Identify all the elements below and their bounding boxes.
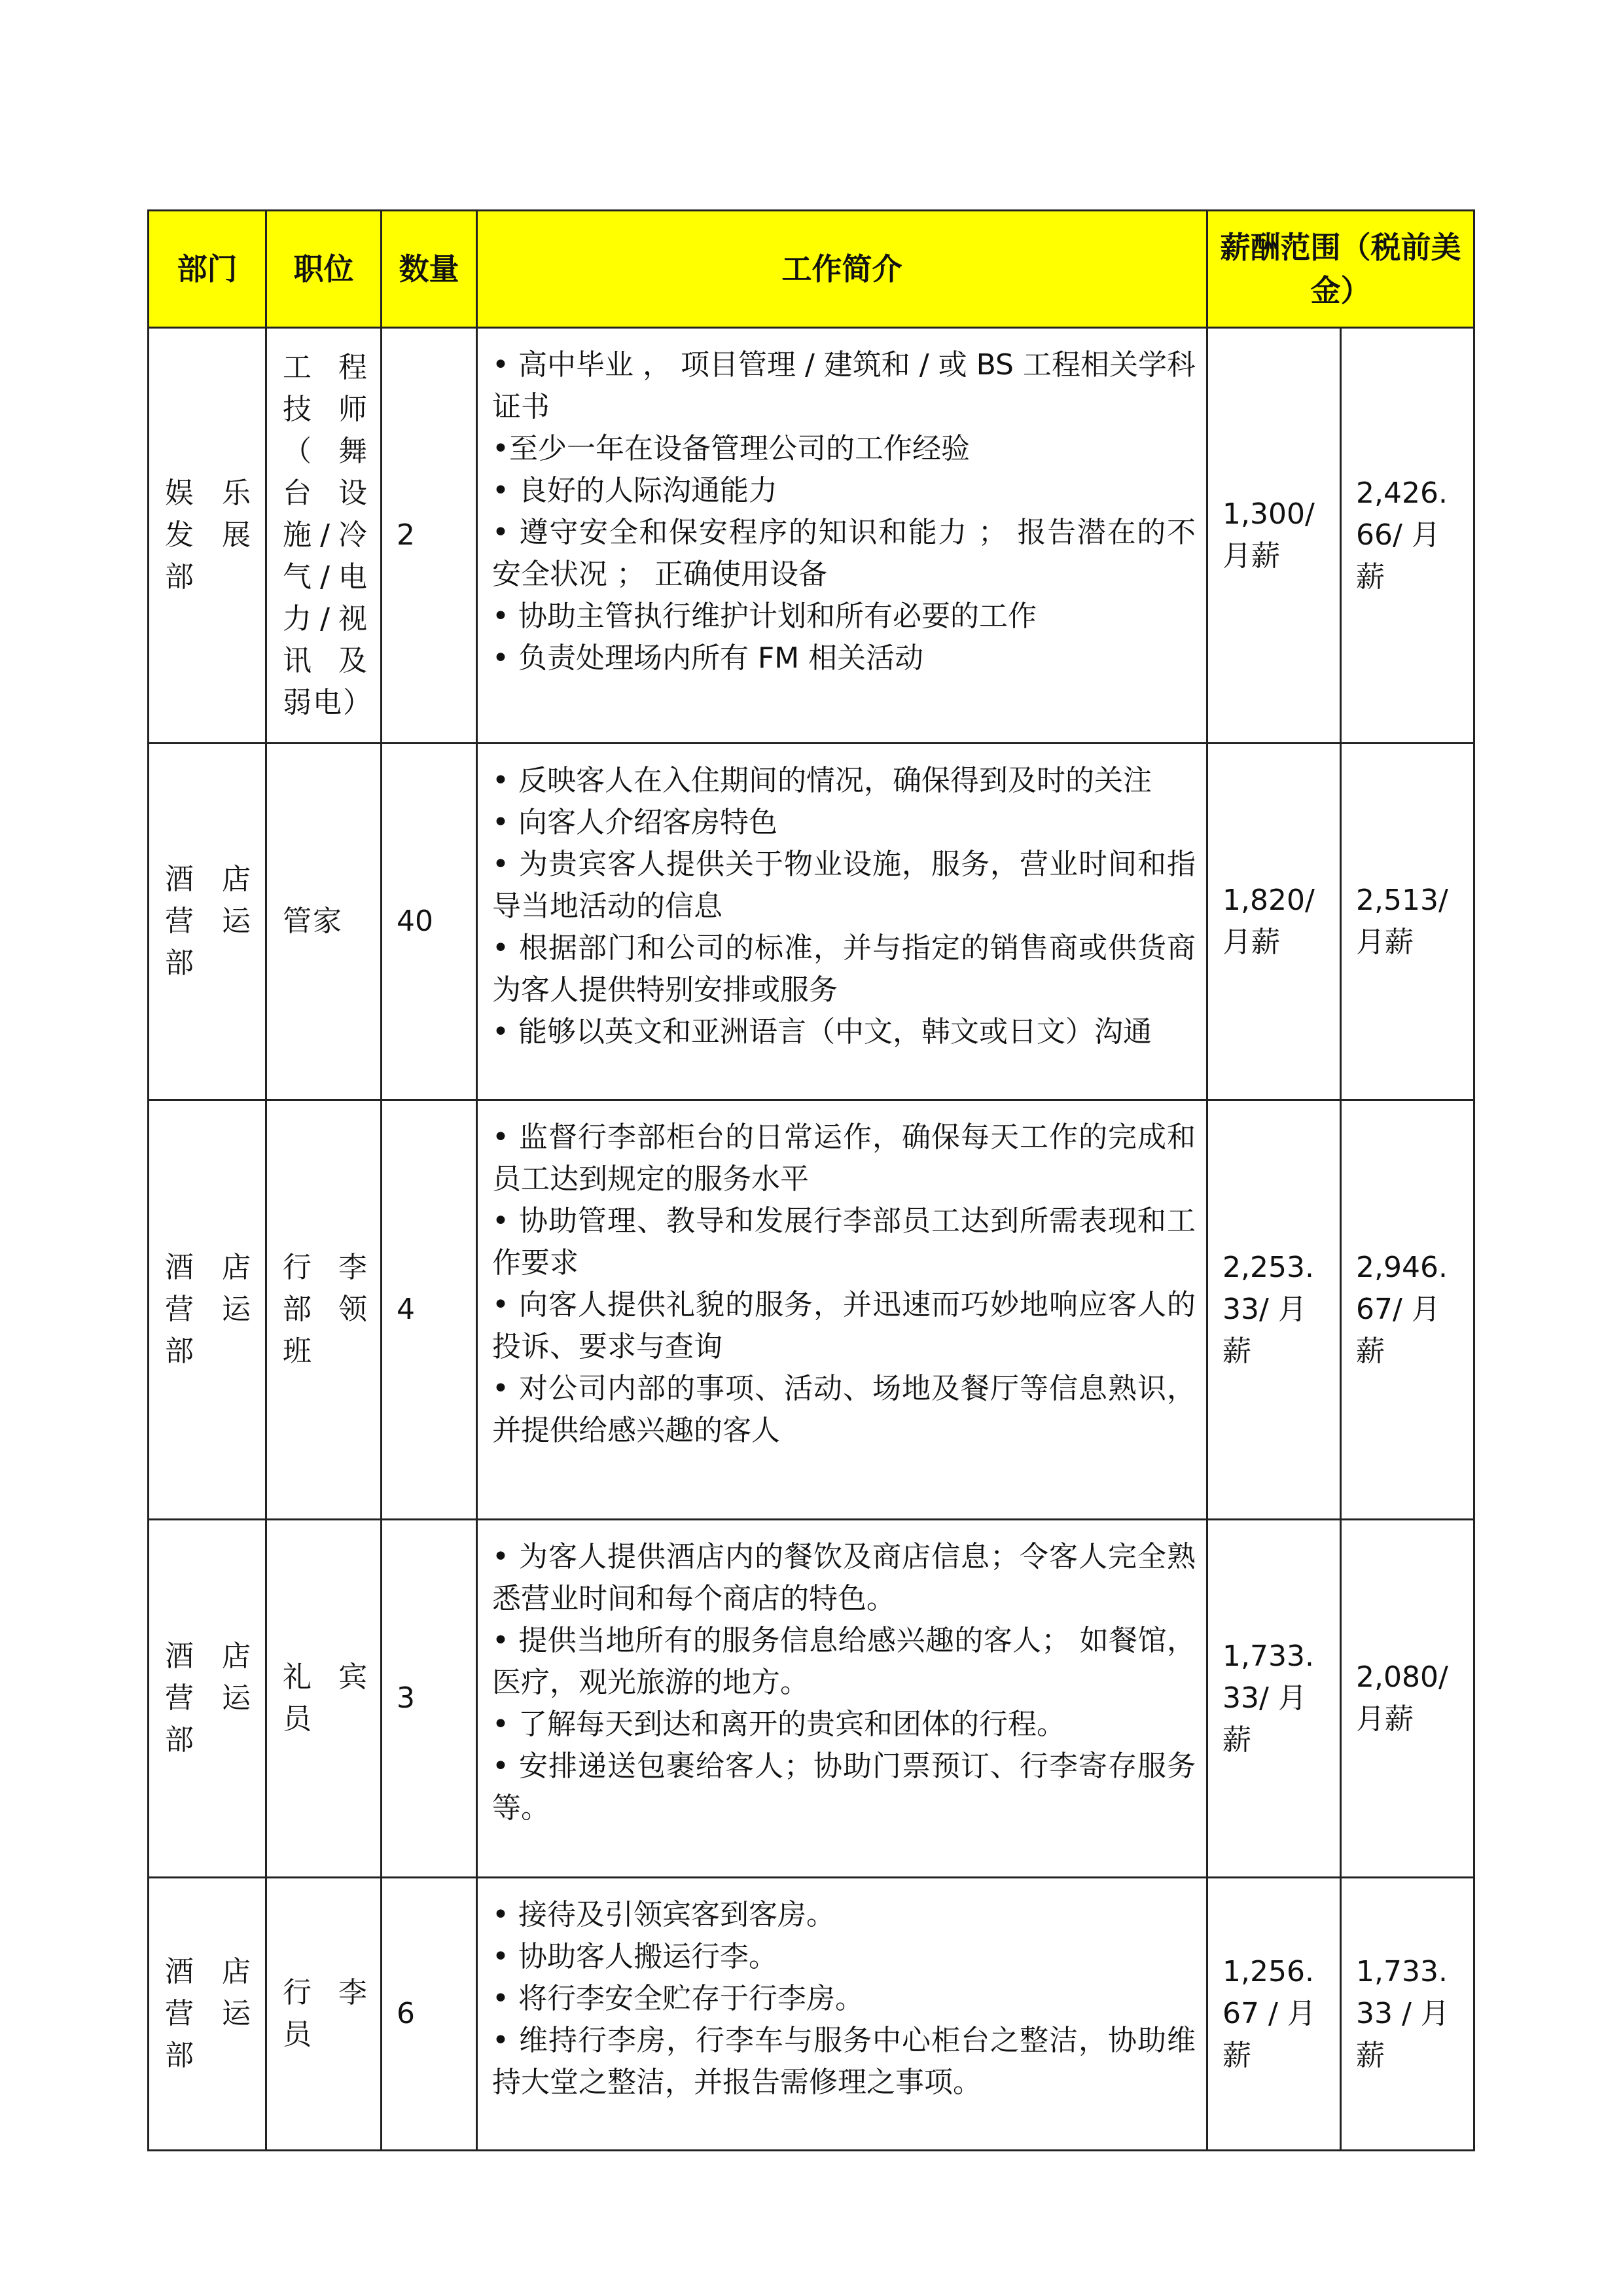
salary-max-cell: 1,733.33 / 月薪 bbox=[1341, 1878, 1474, 2151]
header-quantity: 数量 bbox=[382, 211, 477, 328]
salary-min-cell: 1,256.67 / 月薪 bbox=[1207, 1878, 1341, 2151]
description-cell bbox=[477, 1878, 1207, 2151]
table-row bbox=[149, 744, 1474, 1100]
table-header-row bbox=[149, 211, 1474, 328]
position-cell: 礼宾员 bbox=[266, 1520, 382, 1878]
salary-max-cell: 2,513/月薪 bbox=[1341, 744, 1474, 1100]
salary-min-cell: 1,733.33/ 月薪 bbox=[1207, 1520, 1341, 1878]
salary-max-cell: 2,426.66/ 月薪 bbox=[1341, 328, 1474, 744]
quantity-cell: 6 bbox=[382, 1878, 477, 2151]
quantity-cell: 2 bbox=[382, 328, 477, 744]
table-row bbox=[149, 1100, 1474, 1520]
table-row bbox=[149, 1520, 1474, 1878]
description-line: • 向客人提供礼貌的服务，并迅速而巧妙地响应客人的投诉、要求与查询 bbox=[492, 1288, 1196, 1363]
salary-min-cell: 2,253.33/ 月薪 bbox=[1207, 1100, 1341, 1520]
description-line: • 向客人介绍客房特色 bbox=[492, 806, 777, 839]
description-line: • 为贵宾客人提供关于物业设施，服务，营业时间和指导当地活动的信息 bbox=[492, 848, 1196, 923]
department-cell: 娱乐发展部 bbox=[149, 328, 266, 744]
salary-max-cell: 2,946.67/ 月薪 bbox=[1341, 1100, 1474, 1520]
description-line: • 遵守安全和保安程序的知识和能力 ； 报告潜在的不安全状况 ； 正确使用设备 bbox=[492, 516, 1196, 591]
description-line: • 维持行李房，行李车与服务中心柜台之整洁，协助维持大堂之整洁，并报告需修理之事项。 bbox=[492, 2024, 1196, 2099]
job-openings-table bbox=[147, 209, 1475, 2151]
quantity-cell: 4 bbox=[382, 1100, 477, 1520]
description-cell bbox=[477, 1520, 1207, 1878]
description-line: • 协助客人搬运行李。 bbox=[492, 1940, 777, 1973]
description-line: • 协助管理、教导和发展行李部员工达到所需表现和工作要求 bbox=[492, 1204, 1196, 1280]
description-cell bbox=[477, 1100, 1207, 1520]
department-cell: 酒店营运部 bbox=[149, 1520, 266, 1878]
description-line: • 对公司内部的事项、活动、场地及餐厅等信息熟识，并提供给感兴趣的客人 bbox=[492, 1372, 1196, 1447]
salary-min-cell: 1,300/月薪 bbox=[1207, 328, 1341, 744]
quantity-cell: 40 bbox=[382, 744, 477, 1100]
description-line: • 提供当地所有的服务信息给感兴趣的客人； 如餐馆，医疗，观光旅游的地方。 bbox=[492, 1624, 1196, 1699]
description-cell bbox=[477, 744, 1207, 1100]
description-line: •至少一年在设备管理公司的工作经验 bbox=[492, 432, 970, 465]
salary-max-cell: 2,080/月薪 bbox=[1341, 1520, 1474, 1878]
description-line: • 了解每天到达和离开的贵宾和团体的行程。 bbox=[492, 1708, 1065, 1741]
table-row bbox=[149, 328, 1474, 744]
description-line: • 接待及引领宾客到客房。 bbox=[492, 1898, 835, 1931]
description-line: • 协助主管执行维护计划和所有必要的工作 bbox=[492, 600, 1037, 633]
description-line: • 安排递送包裹给客人；协助门票预订、行李寄存服务等。 bbox=[492, 1749, 1196, 1825]
header-salary: 薪酬范围（税前美金） bbox=[1207, 211, 1474, 328]
position-cell: 管家 bbox=[266, 744, 382, 1100]
description-line: • 为客人提供酒店内的餐饮及商店信息；令客人完全熟悉营业时间和每个商店的特色。 bbox=[492, 1540, 1196, 1615]
department-cell: 酒店营运部 bbox=[149, 1100, 266, 1520]
position-cell: 工程技师（舞台设施/冷气/电力/视讯及弱电） bbox=[266, 328, 382, 744]
salary-min-cell: 1,820/月薪 bbox=[1207, 744, 1341, 1100]
header-department: 部门 bbox=[149, 211, 266, 328]
description-line: • 反映客人在入住期间的情况，确保得到及时的关注 bbox=[492, 764, 1152, 797]
header-position: 职位 bbox=[266, 211, 382, 328]
description-line: • 将行李安全贮存于行李房。 bbox=[492, 1982, 864, 2015]
description-line: • 监督行李部柜台的日常运作，确保每天工作的完成和员工达到规定的服务水平 bbox=[492, 1121, 1196, 1196]
position-cell: 行李部领班 bbox=[266, 1100, 382, 1520]
position-cell: 行李员 bbox=[266, 1878, 382, 2151]
description-line: • 良好的人际沟通能力 bbox=[492, 474, 777, 507]
description-line: • 根据部门和公司的标准，并与指定的销售商或供货商为客人提供特别安排或服务 bbox=[492, 931, 1196, 1007]
quantity-cell: 3 bbox=[382, 1520, 477, 1878]
department-cell: 酒店营运部 bbox=[149, 1878, 266, 2151]
description-cell bbox=[477, 328, 1207, 744]
description-line: • 高中毕业 ， 项目管理 / 建筑和 / 或 BS 工程相关学科证书 bbox=[492, 348, 1196, 423]
department-cell: 酒店营运部 bbox=[149, 744, 266, 1100]
header-description: 工作简介 bbox=[477, 211, 1207, 328]
table-row bbox=[149, 1878, 1474, 2151]
description-line: • 能够以英文和亚洲语言（中文，韩文或日文）沟通 bbox=[492, 1015, 1152, 1049]
description-line: • 负责处理场内所有 FM 相关活动 bbox=[492, 641, 924, 675]
